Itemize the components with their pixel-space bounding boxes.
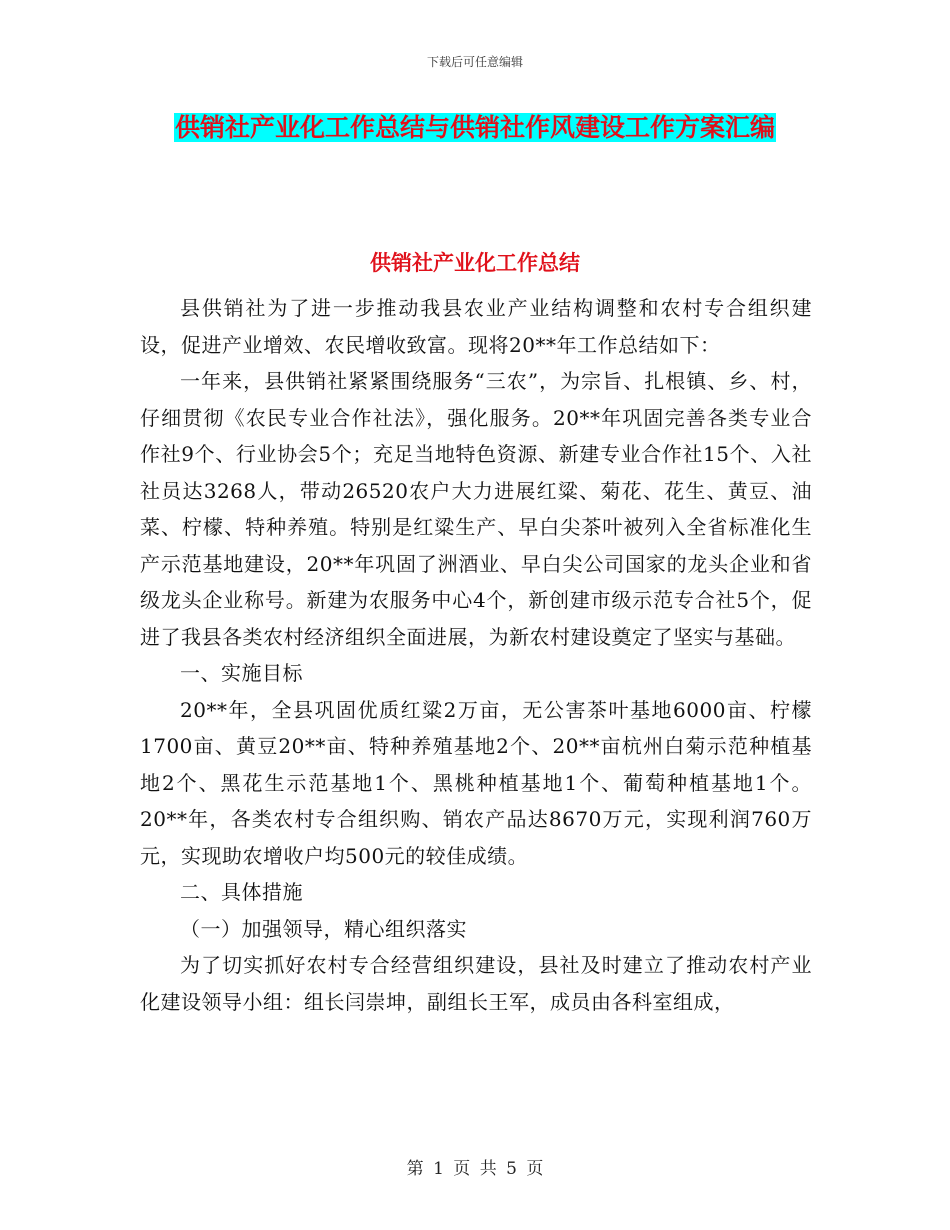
page-footer: 第 1 页 共 5 页 <box>406 1159 544 1179</box>
heading-measures: 二、具体措施 <box>180 880 303 904</box>
document-title-text: 供销社产业化工作总结与供销社作风建设工作方案汇编 <box>174 113 775 142</box>
subheading-leadership: （一）加强领导，精心组织落实 <box>180 916 467 941</box>
paragraph-intro: 县供销社为了进一步推动我县农业产业结构调整和农村专合组织建设，促进产业增效、农民增收致富。现将20**年工作总结如下： <box>140 296 812 357</box>
paragraph-overview: 一年来，县供销社紧紧围绕服务“三农”，为宗旨、扎根镇、乡、村，仔细贯彻《农民专业合作社法》，强化服务。20**年巩固完善各类专业合作社9个、行业协会5个；充足当地特色资源、新建专业合作社15个、入社社员达3268人，带动26520农户大力进展红粱、菊花、花生、黄豆、油菜、柠檬、特种养殖。特别是红粱生产、早白尖茶叶被列入全省标准化生产示范基地建设，20**年巩固了洲酒业、早白尖公司国家的龙头企业和省级龙头企业称号。新建为农服务中心4个，新创建市级示范专合社5个，促进了我县各类农村经济组织全面进展，为新农村建设奠定了坚实与基础。 <box>140 369 812 649</box>
document-title <box>145 106 805 150</box>
paragraph-leadership: 为了切实抓好农村专合经营组织建设，县社及时建立了推动农村产业化建设领导小组：组长闫崇坤，副组长王军，成员由各科室组成， <box>140 953 812 1014</box>
heading-goals: 一、实施目标 <box>180 661 303 685</box>
header-note: 下载后可任意编辑 <box>426 55 523 69</box>
section-title: 供销社产业化工作总结 <box>370 251 580 275</box>
document-body <box>140 290 812 1020</box>
paragraph-goals: 20**年，全县巩固优质红粱2万亩，无公害茶叶基地6000亩、柠檬1700亩、黄豆20**亩、特种养殖基地2个、20**亩杭州白菊示范种植基地2个、黑花生示范基地1个、黑桃种植基地1个、葡萄种植基地1个。20**年，各类农村专合组织购、销农产品达8670万元，实现利润760万元，实现助农增收户均500元的较佳成绩。 <box>140 697 812 868</box>
